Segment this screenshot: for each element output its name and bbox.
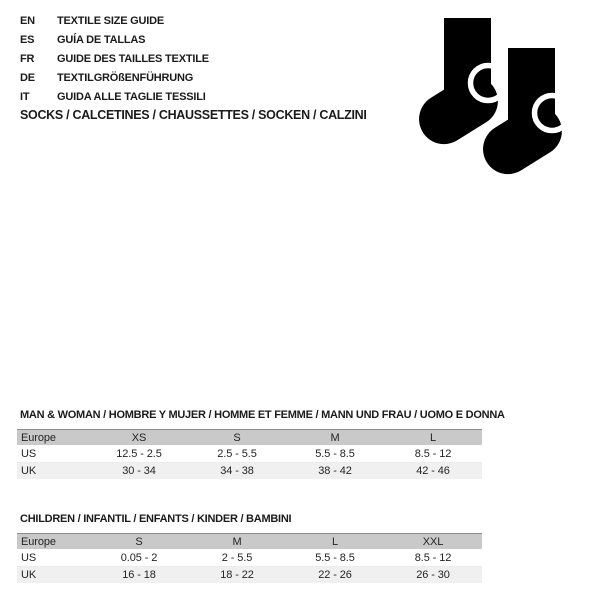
size-cell: 30 - 34 [90,463,188,480]
language-code: DE [20,72,35,84]
column-header: S [188,430,286,446]
size-cell: 18 - 22 [188,567,286,584]
column-header: M [188,534,286,550]
man-woman-size-table [17,409,505,479]
size-cell: 34 - 38 [188,463,286,480]
column-header: XXL [384,534,482,550]
column-header: L [384,430,482,446]
column-header: Europe [17,534,90,550]
column-header: S [90,534,188,550]
size-cell: 22 - 26 [286,567,384,584]
language-row [20,12,209,31]
language-code: ES [20,34,35,46]
size-cell: 5.5 - 8.5 [286,446,384,463]
size-cell: 16 - 18 [90,567,188,584]
language-label: TEXTILGRÖßENFÜHRUNG [57,72,194,84]
row-label: US [17,446,90,463]
row-label: UK [17,463,90,480]
language-row [20,31,209,50]
table-row [17,550,482,567]
table-header-row [17,534,482,550]
language-row [20,69,209,88]
language-label: GUÍA DE TALLAS [57,34,146,46]
column-header: L [286,534,384,550]
size-cell: 12.5 - 2.5 [90,446,188,463]
size-cell: 2 - 5.5 [188,550,286,567]
size-cell: 2.5 - 5.5 [188,446,286,463]
size-cell: 26 - 30 [384,567,482,584]
table-row [17,567,482,584]
category-title: SOCKS / CALCETINES / CHAUSSETTES / SOCKEN / CALZINI [20,108,367,122]
row-label: US [17,550,90,567]
socks-icon [397,18,573,202]
language-label: GUIDA ALLE TAGLIE TESSILI [57,91,206,103]
language-list [20,12,209,107]
language-code: EN [20,15,35,27]
size-cell: 5.5 - 8.5 [286,550,384,567]
language-row [20,88,209,107]
language-label: TEXTILE SIZE GUIDE [57,15,165,27]
table-title: MAN & WOMAN / HOMBRE Y MUJER / HOMME ET FEMME / MANN UND FRAU / UOMO E DONNA [20,409,505,421]
table-row [17,446,482,463]
size-cell: 8.5 - 12 [384,446,482,463]
column-header: Europe [17,430,90,446]
language-row [20,50,209,69]
language-code: FR [20,53,35,65]
language-code: IT [20,91,30,103]
size-cell: 0.05 - 2 [90,550,188,567]
size-cell: 8.5 - 12 [384,550,482,567]
table-title: CHILDREN / INFANTIL / ENFANTS / KINDER / BAMBINI [20,513,292,525]
size-cell: 42 - 46 [384,463,482,480]
table-row [17,463,482,480]
column-header: M [286,430,384,446]
column-header: XS [90,430,188,446]
table-header-row [17,430,482,446]
children-size-table [17,513,482,583]
size-cell: 38 - 42 [286,463,384,480]
row-label: UK [17,567,90,584]
language-label: GUIDE DES TAILLES TEXTILE [57,53,209,65]
